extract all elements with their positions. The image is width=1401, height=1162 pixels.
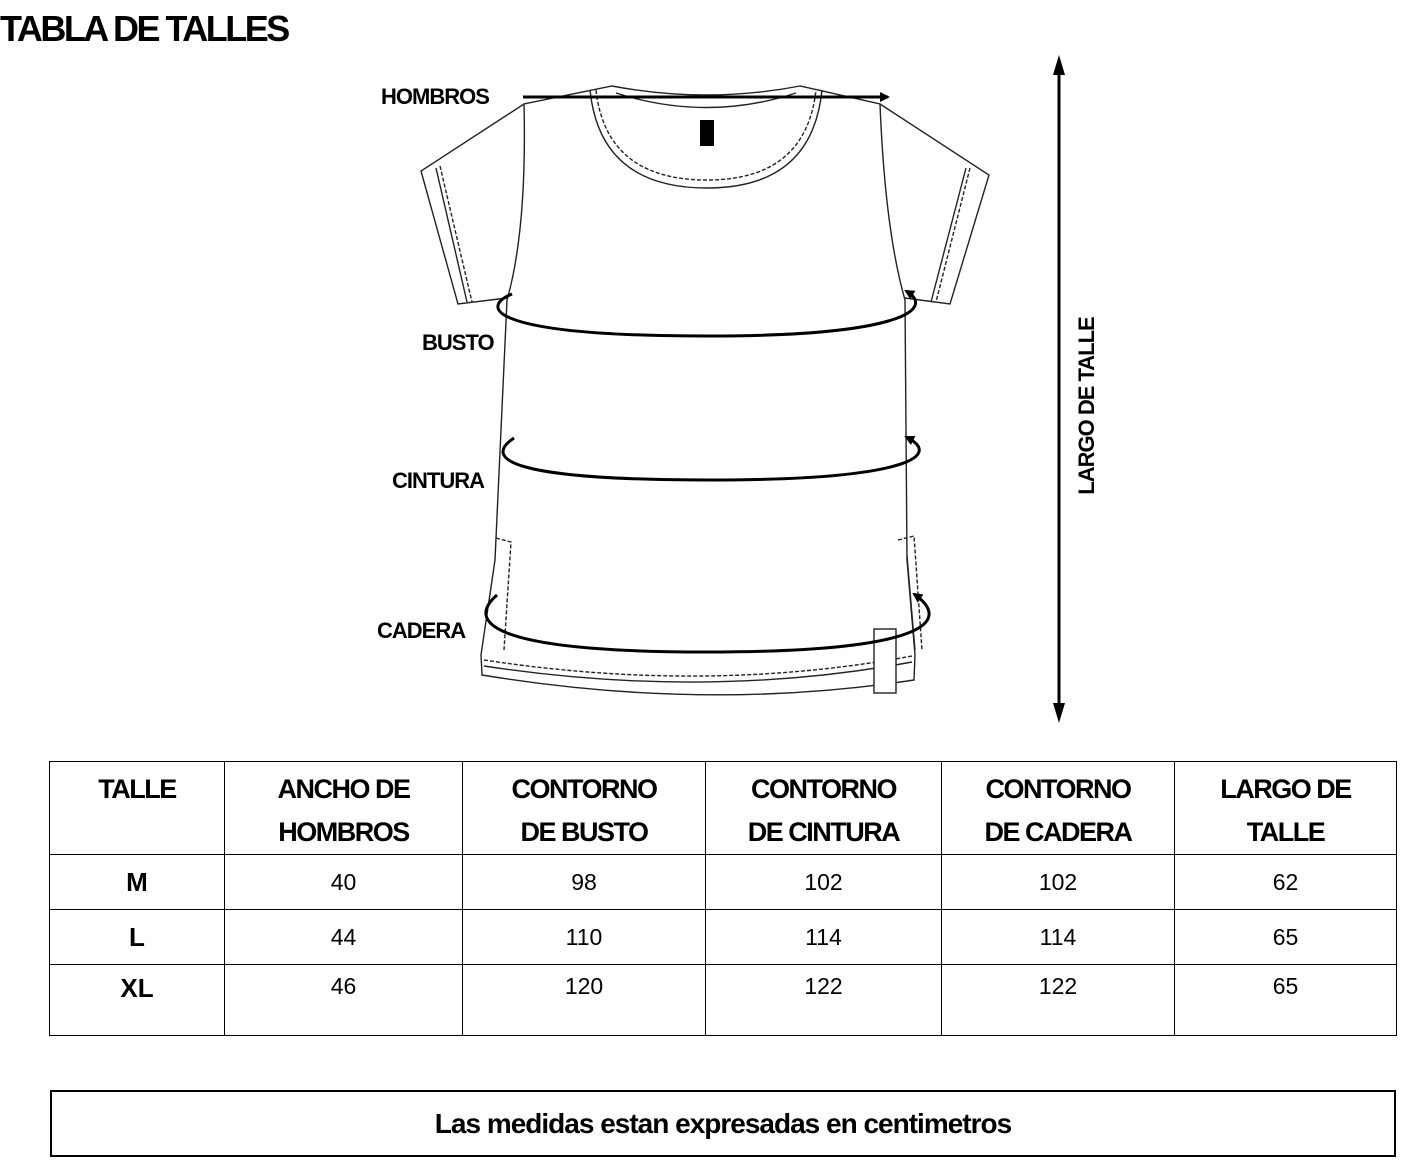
value-cell: 98 [463, 855, 706, 910]
value-cell: 40 [225, 855, 463, 910]
shirt-right-sleeve [880, 104, 989, 304]
shirt-outline [421, 86, 989, 695]
shirt-left-sleeve [421, 104, 524, 304]
value-cell: 46 [225, 965, 463, 1036]
bust-arrow [498, 291, 916, 336]
label-largo-de-talle: LARGO DE TALLE [1074, 317, 1099, 495]
hip-arrow [486, 594, 929, 652]
value-cell: 122 [706, 965, 942, 1036]
table-row [50, 855, 1397, 910]
label-hombros: HOMBROS [381, 84, 489, 109]
units-note-text: Las medidas estan expresadas en centimetros [434, 1107, 1012, 1139]
table-row [50, 910, 1397, 965]
table-header-row [50, 762, 1397, 855]
table-row [50, 965, 1397, 1036]
value-cell: 65 [1175, 965, 1397, 1036]
label-cintura: CINTURA [392, 468, 484, 493]
col-talle: TALLE [50, 762, 225, 855]
brand-label [700, 120, 714, 146]
value-cell: 44 [225, 910, 463, 965]
shirt-hem [484, 656, 912, 676]
value-cell: 114 [706, 910, 942, 965]
col-ancho-hombros: ANCHO DE HOMBROS [225, 762, 463, 855]
units-note [50, 1090, 1396, 1157]
value-cell: 102 [706, 855, 942, 910]
col-contorno-cintura: CONTORNO DE CINTURA [706, 762, 942, 855]
size-cell: M [50, 855, 225, 910]
value-cell: 62 [1175, 855, 1397, 910]
col-contorno-busto: CONTORNO DE BUSTO [463, 762, 706, 855]
value-cell: 102 [942, 855, 1175, 910]
size-table [49, 761, 1397, 1036]
value-cell: 120 [463, 965, 706, 1036]
value-cell: 110 [463, 910, 706, 965]
size-cell: XL [50, 965, 225, 1036]
size-cell: L [50, 910, 225, 965]
value-cell: 65 [1175, 910, 1397, 965]
measurement-lines [486, 97, 929, 652]
shirt-body [481, 86, 915, 695]
waist-arrow [503, 437, 919, 480]
value-cell: 114 [942, 910, 1175, 965]
label-cadera: CADERA [377, 618, 466, 643]
value-cell: 122 [942, 965, 1175, 1036]
page-title: TABLA DE TALLES [0, 8, 288, 49]
length-arrow [1053, 55, 1065, 723]
label-busto: BUSTO [422, 330, 494, 355]
col-contorno-cadera: CONTORNO DE CADERA [942, 762, 1175, 855]
col-largo-talle: LARGO DE TALLE [1175, 762, 1397, 855]
